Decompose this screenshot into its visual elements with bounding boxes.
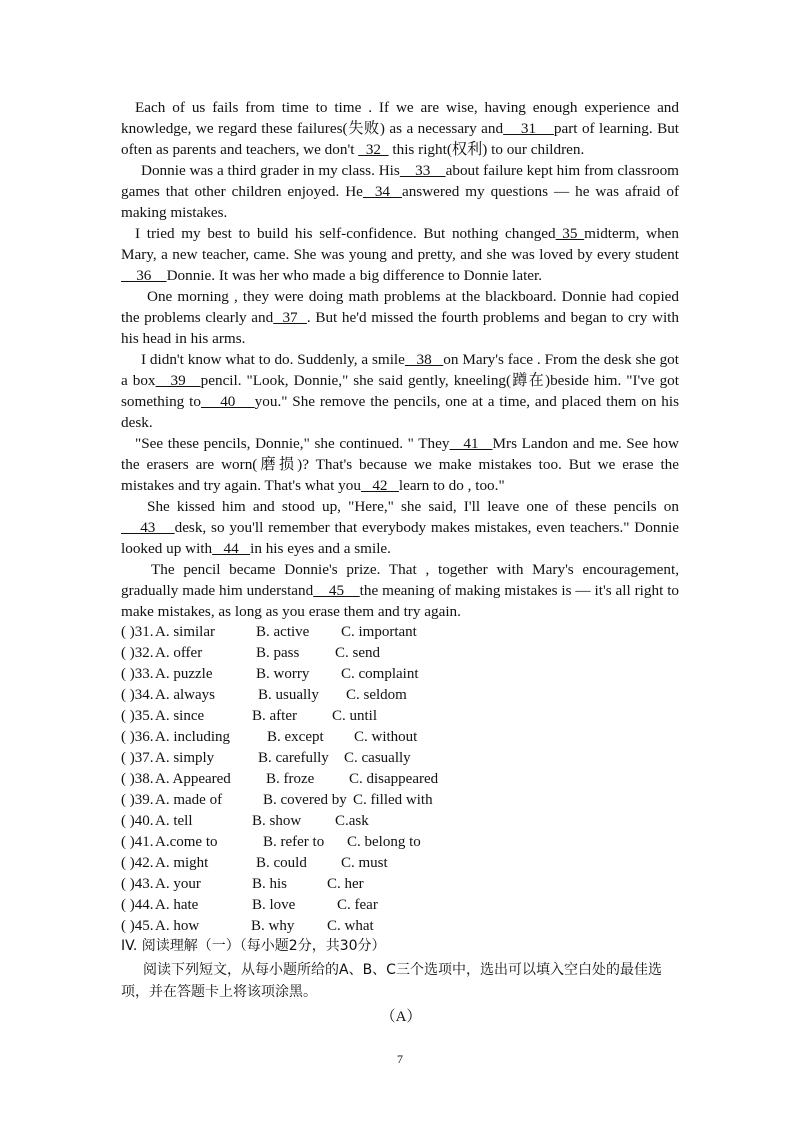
option-row bbox=[121, 622, 681, 643]
option-a: A. since bbox=[155, 708, 205, 724]
passage-text: Donnie was a third grader in my class. His bbox=[141, 162, 400, 179]
blank-31: 31 bbox=[503, 120, 554, 137]
option-a: A. offer bbox=[155, 645, 203, 661]
option-c: C. important bbox=[341, 624, 417, 640]
option-c: C. disappeared bbox=[349, 771, 439, 787]
paragraph-2 bbox=[121, 160, 679, 223]
option-a: A. might bbox=[155, 855, 209, 871]
passage-text: She kissed him and stood up, "Here," she said, I'll leave one of these pencils on bbox=[147, 498, 679, 515]
option-row bbox=[121, 643, 681, 664]
passage-label: （A） bbox=[380, 1009, 422, 1025]
option-a: A. similar bbox=[155, 624, 215, 640]
paragraph-6 bbox=[121, 433, 679, 496]
option-b: B. refer to bbox=[263, 834, 325, 850]
question-number: ( )31. bbox=[121, 624, 154, 640]
blank-42: 42 bbox=[360, 477, 399, 494]
option-row bbox=[121, 853, 681, 874]
passage-text: Donnie. It was her who made a big difference to Donnie later. bbox=[166, 267, 543, 284]
passage-text: midterm, when Mary, a new teacher, came. She was young and pretty, and she was loved by every student bbox=[121, 225, 679, 263]
blank-36: 36 bbox=[121, 267, 167, 284]
option-b: B. covered by bbox=[263, 792, 347, 808]
reading-section bbox=[121, 936, 681, 1028]
cloze-passage bbox=[121, 97, 679, 622]
option-a: A. always bbox=[155, 687, 215, 703]
option-c: C. belong to bbox=[347, 834, 421, 850]
passage-text: I tried my best to build his self-confidence. But nothing changed bbox=[135, 225, 556, 242]
option-c: C. filled with bbox=[353, 792, 433, 808]
option-b: B. why bbox=[251, 918, 295, 934]
passage-text: the meaning of making mistakes is — it's all right to make mistakes, as long as you erase them and try again. bbox=[121, 582, 680, 620]
option-c: C. her bbox=[327, 876, 364, 892]
question-number: ( )38. bbox=[121, 771, 154, 787]
blank-45: 45 bbox=[313, 582, 360, 599]
option-c: C. complaint bbox=[341, 666, 419, 682]
option-row bbox=[121, 790, 681, 811]
option-row bbox=[121, 811, 681, 832]
option-a: A. your bbox=[155, 876, 201, 892]
question-number: ( )42. bbox=[121, 855, 154, 871]
option-a: A. puzzle bbox=[155, 666, 213, 682]
question-number: ( )34. bbox=[121, 687, 154, 703]
blank-35: 35 bbox=[555, 225, 585, 242]
option-c: C. casually bbox=[344, 750, 411, 766]
option-c: C. what bbox=[327, 918, 374, 934]
question-number: ( )35. bbox=[121, 708, 154, 724]
option-c: C. fear bbox=[337, 897, 378, 913]
answer-options bbox=[121, 622, 681, 937]
option-b: B. froze bbox=[266, 771, 315, 787]
question-number: ( )41. bbox=[121, 834, 154, 850]
question-number: ( )44. bbox=[121, 897, 154, 913]
passage-text: One morning , they were doing math problems at the blackboard. Donnie had copied the problems clearly and bbox=[121, 288, 679, 326]
option-b: B. active bbox=[256, 624, 310, 640]
question-number: ( )33. bbox=[121, 666, 154, 682]
option-b: B. love bbox=[252, 897, 296, 913]
passage-text: desk, so you'll remember that everybody makes mistakes, even teachers." Donnie looked up with bbox=[121, 519, 679, 557]
option-c: C. send bbox=[335, 645, 380, 661]
blank-44: 44 bbox=[212, 540, 251, 557]
blank-33: 33 bbox=[399, 162, 446, 179]
option-row bbox=[121, 769, 681, 790]
passage-text: learn to do , too." bbox=[398, 477, 505, 494]
option-a: A. made of bbox=[155, 792, 223, 808]
passage-text: Each of us fails from time to time . If we are wise, having enough experience and knowledge, we regard these failures(失败) as a necessary and bbox=[121, 99, 679, 137]
question-number: ( )36. bbox=[121, 729, 154, 745]
page-number: 7 bbox=[397, 1052, 403, 1066]
blank-43: 43 bbox=[121, 519, 175, 536]
paragraph-5 bbox=[121, 349, 679, 433]
question-number: ( )43. bbox=[121, 876, 154, 892]
section-title: IV. 阅读理解（一）（每小题2分，共30分） bbox=[121, 938, 386, 954]
passage-text: on Mary's face . From the desk she got a box bbox=[121, 351, 680, 389]
blank-38: 38 bbox=[404, 351, 444, 368]
passage-text: pencil. "Look, Donnie," she said gently, kneeling(蹲在)beside him. "I've got something to bbox=[121, 372, 679, 410]
option-a: A. Appeared bbox=[155, 771, 231, 787]
passage-text: you." She remove the pencils, one at a time, and placed them on his desk. bbox=[121, 393, 680, 431]
option-row bbox=[121, 664, 681, 685]
question-number: ( )32. bbox=[121, 645, 154, 661]
option-b: B. usually bbox=[258, 687, 319, 703]
option-row bbox=[121, 748, 681, 769]
option-a: A. including bbox=[155, 729, 230, 745]
passage-text: answered my questions — he was afraid of making mistakes. bbox=[121, 183, 679, 221]
option-row bbox=[121, 832, 681, 853]
option-c: C. must bbox=[341, 855, 388, 871]
option-row bbox=[121, 916, 681, 937]
question-number: ( )40. bbox=[121, 813, 154, 829]
option-b: B. could bbox=[256, 855, 307, 871]
blank-32: 32 bbox=[358, 141, 389, 158]
option-a: A. how bbox=[155, 918, 200, 934]
paragraph-8 bbox=[121, 559, 679, 622]
passage-text: . But he'd missed the fourth problems and began to cry with his head in his arms. bbox=[121, 309, 679, 347]
option-b: B. after bbox=[252, 708, 297, 724]
option-a: A. tell bbox=[155, 813, 193, 829]
section-instruction: 阅读下列短文，从每小题所给的A、B、C三个选项中，选出可以填入空白处的最佳选项，并在答题卡上将该项涂黑。 bbox=[121, 962, 662, 1000]
option-row bbox=[121, 706, 681, 727]
paragraph-3 bbox=[121, 223, 679, 286]
option-row bbox=[121, 874, 681, 895]
option-a: A. hate bbox=[155, 897, 199, 913]
option-b: B. carefully bbox=[258, 750, 329, 766]
option-row bbox=[121, 685, 681, 706]
blank-37: 37 bbox=[273, 309, 307, 326]
question-number: ( )39. bbox=[121, 792, 154, 808]
passage-text: part of learning. But often as parents and teachers, we don't bbox=[121, 120, 680, 158]
passage-text: about failure kept him from classroom games that other children enjoyed. He bbox=[121, 162, 679, 200]
paragraph-4 bbox=[121, 286, 679, 349]
option-c: C.ask bbox=[335, 813, 369, 829]
option-b: B. show bbox=[252, 813, 302, 829]
option-a: A. simply bbox=[155, 750, 215, 766]
option-c: C. without bbox=[354, 729, 418, 745]
blank-40: 40 bbox=[200, 393, 255, 410]
passage-text: this right(权利) to our children. bbox=[388, 141, 585, 158]
option-b: B. pass bbox=[256, 645, 300, 661]
question-number: ( )37. bbox=[121, 750, 154, 766]
paragraph-7 bbox=[121, 496, 679, 559]
paragraph-1 bbox=[121, 97, 679, 160]
passage-text: I didn't know what to do. Suddenly, a smile bbox=[141, 351, 405, 368]
option-row bbox=[121, 895, 681, 916]
option-row bbox=[121, 727, 681, 748]
passage-text: Mrs Landon and me. See how the erasers are worn(磨损)? That's because we make mistakes too. But we erase the mistakes and try again. That's what you bbox=[121, 435, 679, 494]
option-a: A.come to bbox=[155, 834, 218, 850]
option-c: C. until bbox=[332, 708, 378, 724]
passage-text: "See these pencils, Donnie," she continued. " They bbox=[135, 435, 450, 452]
blank-41: 41 bbox=[449, 435, 493, 452]
option-b: B. worry bbox=[256, 666, 310, 682]
blank-39: 39 bbox=[155, 372, 201, 389]
passage-text: in his eyes and a smile. bbox=[250, 540, 391, 557]
option-b: B. except bbox=[267, 729, 324, 745]
passage-text: The pencil became Donnie's prize. That , together with Mary's encouragement, gradually made him understand bbox=[121, 561, 679, 599]
blank-34: 34 bbox=[362, 183, 402, 200]
option-c: C. seldom bbox=[346, 687, 407, 703]
option-b: B. his bbox=[252, 876, 288, 892]
question-number: ( )45. bbox=[121, 918, 154, 934]
